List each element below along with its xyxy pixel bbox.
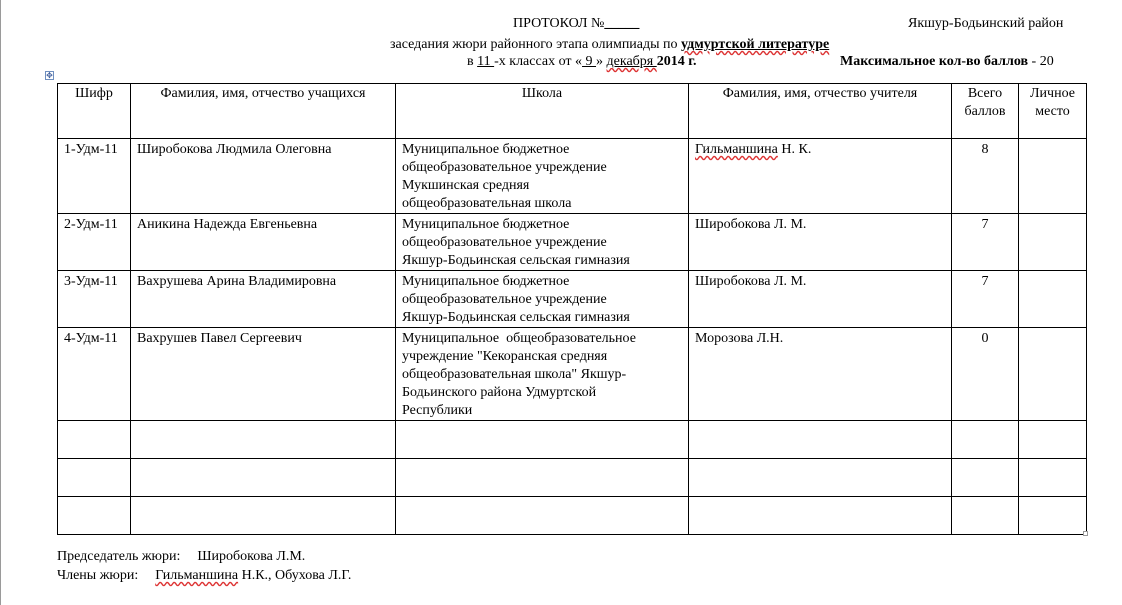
cell-cipher[interactable]: 4-Удм-11	[58, 328, 131, 421]
protocol-title	[513, 16, 639, 32]
session-line	[390, 37, 829, 53]
empty-cell[interactable]	[58, 421, 131, 459]
school-line: Муниципальное бюджетное	[402, 274, 570, 289]
cell-score[interactable]: 7	[952, 271, 1019, 328]
empty-cell[interactable]	[396, 497, 689, 535]
header-place: Личное место	[1019, 84, 1087, 139]
empty-cell[interactable]	[952, 459, 1019, 497]
cell-score[interactable]: 0	[952, 328, 1019, 421]
cell-score[interactable]: 8	[952, 139, 1019, 214]
empty-cell[interactable]	[1019, 497, 1087, 535]
header-teacher: Фамилия, имя, отчество учителя	[689, 84, 952, 139]
cell-teacher[interactable]	[689, 139, 952, 214]
empty-table-row	[58, 421, 1087, 459]
school-line: Муниципальное общеобразовательное	[402, 331, 636, 346]
school-line: учреждение "Кекоранская средняя	[402, 349, 608, 364]
cell-school[interactable]	[396, 139, 689, 214]
school-line: Бодьинского района Удмуртской	[402, 385, 597, 400]
empty-cell[interactable]	[1019, 459, 1087, 497]
school-line: общеобразовательное учреждение	[402, 160, 607, 175]
district-name: Якшур-Бодьинский район	[908, 16, 1064, 31]
empty-cell[interactable]	[1019, 421, 1087, 459]
empty-cell[interactable]	[689, 421, 952, 459]
cell-teacher[interactable]: Широбокова Л. М.	[689, 271, 952, 328]
header-school: Школа	[396, 84, 689, 139]
school-line: Якшур-Бодьинская сельская гимназия	[402, 310, 630, 325]
cell-school[interactable]	[396, 271, 689, 328]
cell-place[interactable]	[1019, 271, 1087, 328]
year-text: 2014 г.	[656, 54, 697, 69]
cell-school[interactable]	[396, 214, 689, 271]
empty-cell[interactable]	[131, 497, 396, 535]
school-line: общеобразовательное учреждение	[402, 292, 607, 307]
school-line: Муниципальное бюджетное	[402, 142, 570, 157]
empty-cell[interactable]	[396, 421, 689, 459]
table-row	[58, 271, 1087, 328]
cell-student[interactable]: Широбокова Людмила Олеговна	[131, 139, 396, 214]
cell-student[interactable]: Вахрушев Павел Сергеевич	[131, 328, 396, 421]
cell-teacher[interactable]: Морозова Л.Н.	[689, 328, 952, 421]
table-header-row	[58, 84, 1087, 139]
table-row	[58, 139, 1087, 214]
cell-place[interactable]	[1019, 214, 1087, 271]
max-score-label: Максимальное кол-во баллов	[840, 54, 1029, 69]
school-line: общеобразовательная школа	[402, 196, 572, 211]
header-student: Фамилия, имя, отчество учащихся	[131, 84, 396, 139]
table-row	[58, 328, 1087, 421]
table-resize-handle-icon[interactable]	[1083, 531, 1088, 536]
results-table	[57, 83, 1087, 535]
empty-table-row	[58, 459, 1087, 497]
school-line: Якшур-Бодьинская сельская гимназия	[402, 253, 630, 268]
jury-chair-name: Широбокова Л.М.	[197, 549, 306, 564]
school-line: общеобразовательное учреждение	[402, 235, 607, 250]
date-line	[467, 54, 697, 70]
cell-student[interactable]: Аникина Надежда Евгеньевна	[131, 214, 396, 271]
max-score-value: - 20	[1028, 54, 1054, 69]
jury-members-rest: Н.К., Обухова Л.Г.	[238, 568, 352, 583]
school-line: Республики	[402, 403, 473, 418]
cell-cipher[interactable]: 2-Удм-11	[58, 214, 131, 271]
cell-student[interactable]: Вахрушева Арина Владимировна	[131, 271, 396, 328]
school-line: общеобразовательная школа" Якшур-	[402, 367, 627, 382]
date-line-prefix: в	[467, 54, 478, 69]
jury-chair-line	[57, 549, 305, 565]
header-cipher: Шифр	[58, 84, 131, 139]
jury-members-label: Члены жюри:	[57, 568, 139, 583]
empty-cell[interactable]	[689, 459, 952, 497]
month-field[interactable]	[607, 54, 657, 69]
school-line: Мукшинская средняя	[402, 178, 530, 193]
header-total-score: Всего баллов	[952, 84, 1019, 139]
page-left-edge	[0, 0, 1, 605]
day-field[interactable]: 9	[582, 54, 597, 69]
table-move-handle-icon[interactable]: ✥	[46, 71, 53, 80]
empty-cell[interactable]	[952, 497, 1019, 535]
subject-text: удмуртской литературе	[681, 37, 830, 52]
grade-field[interactable]: 11	[477, 54, 495, 69]
empty-cell[interactable]	[396, 459, 689, 497]
date-line-quote: »	[596, 54, 607, 69]
cell-teacher[interactable]: Широбокова Л. М.	[689, 214, 952, 271]
cell-cipher[interactable]: 1-Удм-11	[58, 139, 131, 214]
jury-members-line	[57, 568, 351, 584]
jury-member-surname: Гильманшина	[155, 568, 239, 583]
empty-cell[interactable]	[689, 497, 952, 535]
protocol-label: ПРОТОКОЛ №	[513, 16, 605, 31]
school-line: Муниципальное бюджетное	[402, 217, 570, 232]
table-row	[58, 214, 1087, 271]
empty-cell[interactable]	[58, 459, 131, 497]
date-line-classes: -х классах от «	[494, 54, 583, 69]
empty-cell[interactable]	[58, 497, 131, 535]
cell-score[interactable]: 7	[952, 214, 1019, 271]
max-score-line	[840, 54, 1054, 70]
empty-cell[interactable]	[131, 421, 396, 459]
cell-cipher[interactable]: 3-Удм-11	[58, 271, 131, 328]
teacher-surname: Гильманшина	[695, 142, 778, 157]
teacher-initials: Н. К.	[777, 142, 812, 157]
month-text: декабря	[606, 54, 657, 69]
subject-field[interactable]	[681, 37, 829, 52]
empty-cell[interactable]	[952, 421, 1019, 459]
empty-table-row	[58, 497, 1087, 535]
session-line-prefix: заседания жюри районного этапа олимпиады по	[390, 37, 682, 52]
protocol-number-blank[interactable]: _____	[604, 16, 640, 31]
cell-school[interactable]	[396, 328, 689, 421]
jury-chair-label: Председатель жюри:	[57, 549, 181, 564]
cell-place[interactable]	[1019, 139, 1087, 214]
cell-place[interactable]	[1019, 328, 1087, 421]
empty-cell[interactable]	[131, 459, 396, 497]
